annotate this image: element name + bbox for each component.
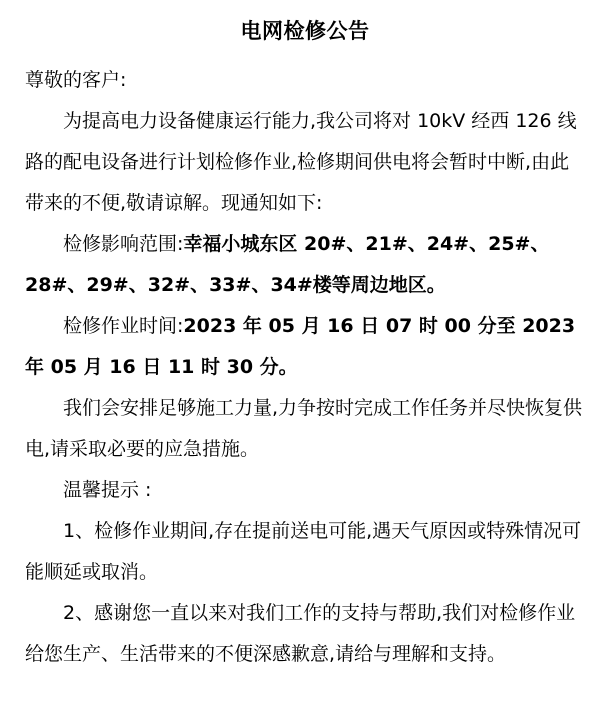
scope-label: 检修影响范围: bbox=[63, 233, 184, 255]
time-value: 2023 年 05 月 16 日 07 时 00 分至 2023 年 05 月 16 日 11 时 30 分。 bbox=[25, 315, 576, 378]
scope-paragraph bbox=[25, 224, 585, 306]
time-paragraph bbox=[25, 306, 585, 388]
intro-paragraph: 为提高电力设备健康运行能力,我公司将对 10kV 经西 126 线路的配电设备进行计划检修作业,检修期间供电将会暂时中断,由此带来的不便,敬请谅解。现通知如下: bbox=[25, 110, 577, 214]
commitment-paragraph: 我们会安排足够施工力量,力争按时完成工作任务并尽快恢复供电,请采取必要的应急措施。 bbox=[25, 397, 583, 460]
tip-item-1: 1、检修作业期间,存在提前送电可能,遇天气原因或特殊情况可能顺延或取消。 bbox=[25, 520, 582, 583]
tip-item-2: 2、感谢您一直以来对我们工作的支持与帮助,我们对检修作业给您生产、生活带来的不便深感歉意,请给与理解和支持。 bbox=[25, 602, 576, 665]
time-label: 检修作业时间: bbox=[63, 315, 184, 337]
scope-value: 幸福小城东区 20#、21#、24#、25#、28#、29#、32#、33#、34#楼等周边地区。 bbox=[25, 233, 550, 296]
salutation: 尊敬的客户: bbox=[25, 69, 127, 91]
page-title: 电网检修公告 bbox=[240, 19, 370, 43]
tips-heading: 温馨提示 : bbox=[63, 479, 152, 501]
